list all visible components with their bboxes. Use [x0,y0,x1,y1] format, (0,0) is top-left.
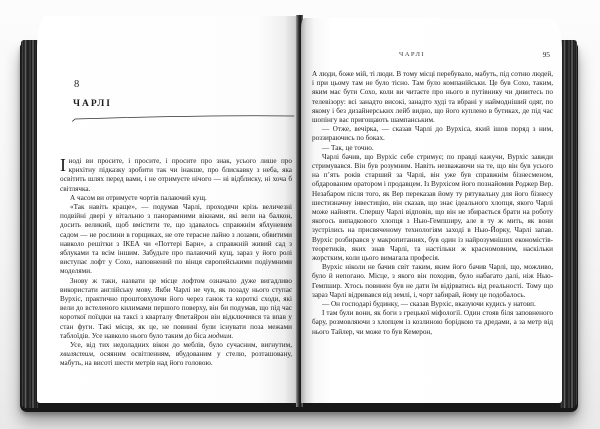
paragraph [312,153,553,263]
emphasized-text: модним [207,331,232,340]
text-run: — Так, це точно. [322,143,374,152]
page-number: 95 [542,50,550,59]
text-run: , осяяним освітленням, вбудованим у стелю, розташовану, мабуть, на висоті шести метрів над його головою. [60,350,292,368]
text-run: Усе, від тих недоладних вікон до меблів, було сучасним, вигнутим, [70,341,292,350]
text-run: «Так навіть краще», — подумав Чарлі, проходячи крізь величезні подвійні двері у вітальню з панорамними вікнами, які вели на балкон, досить великий, щоб вмістити те, що здавалось справжнім яблуневим садом — не рослини в горщиках, не оте терасне лайно з лозами, обвитими навколо решітки з ІКЕА чи «Поттері Барн», а справжній живий сад з яблуками та всім іншим. Забудьте про палаючий кущ, зараз у його ролі виступає лофт у Сохо, наповнений по вінця європейськими подіумними моделями. [60,203,292,276]
chapter-number: 8 [74,79,80,90]
text-run: — Отже, вечірка, — сказав Чарлі до Вурхіса, який ішов поряд з ним, роззираючись по боках. [312,125,553,143]
paragraph [60,157,292,194]
paragraph [60,341,292,369]
paragraph [312,300,553,309]
paragraph [312,70,553,125]
paragraph [60,194,292,203]
text-run: ноді ви просите, і просите, і просите про знак, усього лише про крихітну підказку зробити так чи інакше, про блискавку з неба, яка освітить шлях перед вами, і не отримуєте нічого — ні відблиску, ні хоча б світлячка. [60,157,292,193]
text-run: А часом ви отримуєте чортів палаючий кущ. [70,193,207,202]
text-run: — Он господарі будинку, — сказав Вурхіс, вказуючи кудись у натовп. [322,300,536,309]
text-run: І там були вони, як боги з грецької міфології. Один стояв біля заповненого бару, розмовляючи з хлопцем із козлиною борідкою та дредами, а за метр від нього Тайлер, чи може то був Кемерон, [312,309,553,336]
text-run: Чарлі бачив, що Вурхіс себе стримує; по правді кажучи, Вурхіс завжди стримувався. Він був розумним. Навіть незважаючи на те, що він був усього на п’ять років старший за Чарлі, він уже був справжнім бізнесменом, обдарованим оратором і продавцем. Із Вурхісом його познайомив Роджер Вер. Незабаром після того, як Вер переказав йому ту рятувальну для його бізнесу шестизначну інвестицію, він сказав, що знає ідеального хлопця, якого Чарлі може найняти. Спершу Чарлі відповів, що він не збирається брати на роботу якогось випадкового хлопця з Нью-Гемпширу, але в ту ж мить, як вони зустрілись на присвяченому технологіям заході в Нью-Йорку, Чарлі запав. Вурхіс розбирався у макропитаннях, був один із найрозумніших економістів-теоретиків, яких знав Чарлі, та настільки ж красномовним, наскільки жорстким, коли цього вимагала професія. [312,152,553,263]
right-page-edge-stack [560,40,577,408]
running-header: ЧАРЛІ [399,51,425,58]
drop-cap: І [60,155,66,175]
text-run: А люди, боже мій, ті люди. В тому місці перебувало, мабуть, під сотню людей, і при цьому там не було тісно. Там було компанійськи. Це був Сохо, таким, яким має бути Сохо, коли ви читаєте про нього в путівнику чи дивитесь по телевізору: всі занадто високі, занадто худі та вбрані у наймодніший одяг, по якому і без дизайнерських лейб видно, що його куплено в бутиках, де під час шопінгу вас пригощають шампанським. [312,70,553,125]
left-page [37,16,300,403]
paragraph [312,144,553,153]
paragraph [312,263,553,300]
text-run: Вурхіс ніколи не бачив світ таким, яким його бачив Чарлі, що, можливо, було й непогано. Місце, з якого він походив, було набагато далі, ніж Нью-Гемпшир. Хтось повинен був не дати їм відірватись від реальності. Тому що зараз Чарлі відривався від землі, і, чорт забирай, йому це подобалось. [312,263,553,299]
right-page-text [312,70,553,337]
left-page-text [60,157,292,369]
chapter-title: ЧАРЛІ [73,99,112,109]
paragraph [60,277,292,341]
paragraph [312,309,553,337]
right-page [301,18,562,403]
chapter-divider-line [70,113,296,123]
emphasized-text: хвилястим [60,350,93,359]
paragraph [312,125,553,143]
text-run: Знову ж таки, назвати це місце лофтом означало дуже вигадливо використати англійську мову. Якби Чарлі не чув, як позаду нього ступає Вурхіс, практично проштовхуючи його через ганок та короткі сходи, які вели до встеленого килимами першого поверху, він би подумав, що під час короткої поїздки на таксі з кварталу Флетайрон він відключився та впав у стан фуги. Такі місця, як це, не повинні були існувати поза межами таблоїдів. Усе навколо нього було таким до біса [60,276,292,340]
paragraph [60,203,292,277]
left-page-edge-stack [21,40,38,408]
text-run: . [231,331,234,340]
